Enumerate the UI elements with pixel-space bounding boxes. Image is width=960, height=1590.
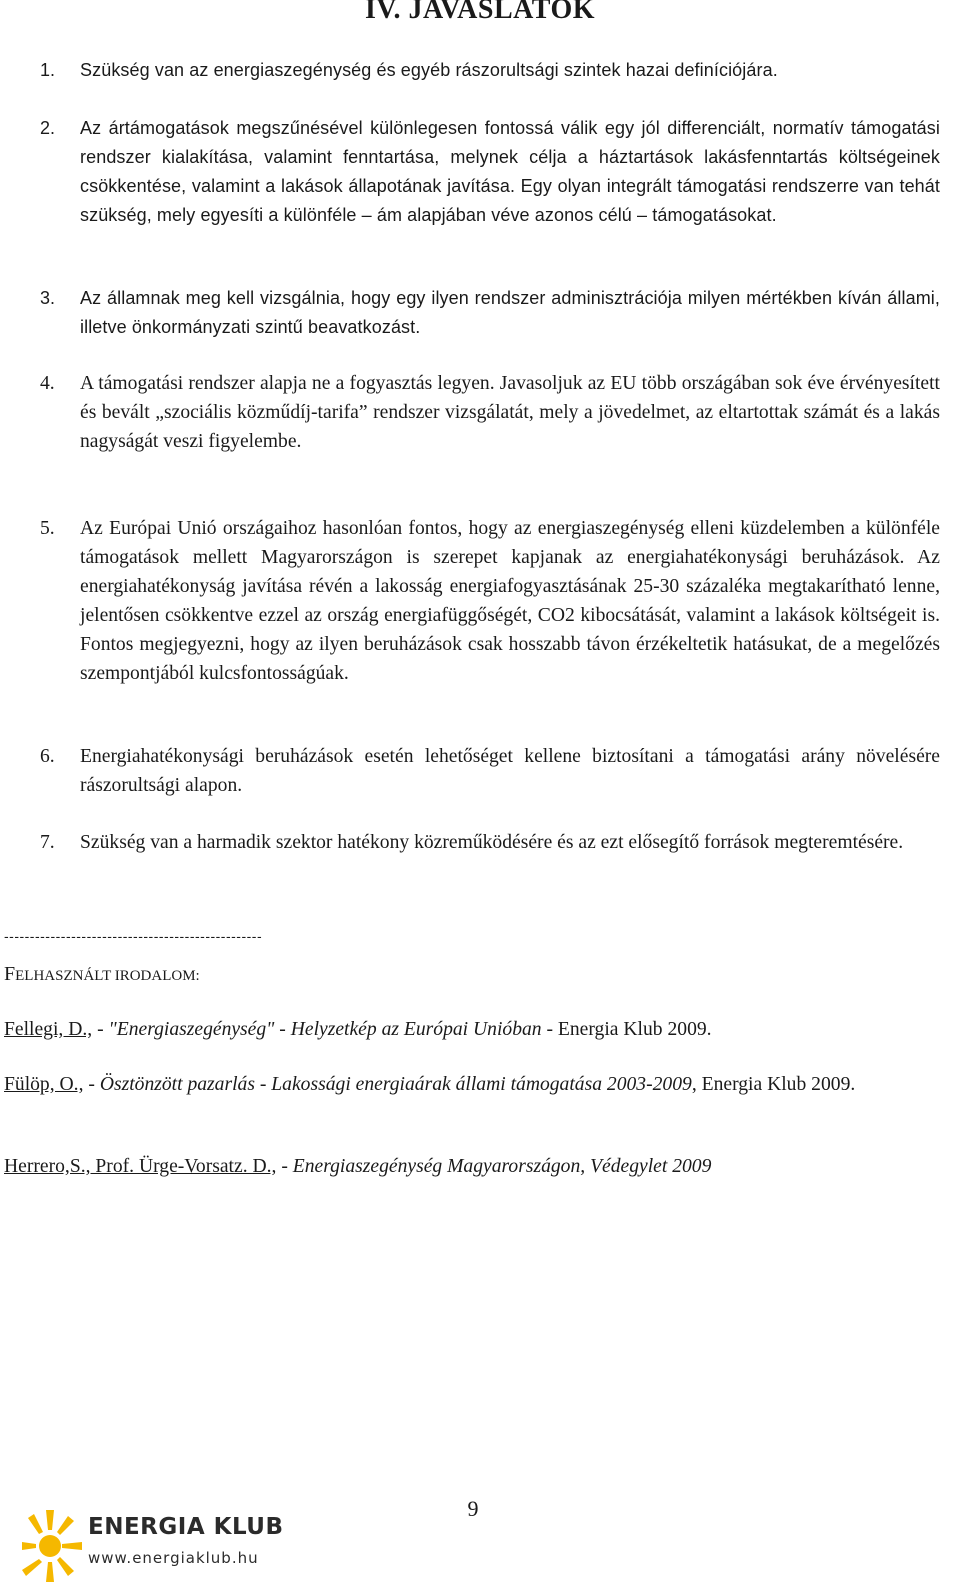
list-item [40, 742, 940, 800]
reference-title: "Energiaszegénység" - Helyzetkép az Európai Unióban [108, 1019, 542, 1040]
section-heading: IV. JAVASLATOK [364, 0, 596, 25]
list-item [40, 514, 940, 688]
sun-icon [22, 1506, 86, 1582]
item-number: 2. [40, 118, 56, 138]
reference-entry: Fülöp, O., - Ösztönzött pazarlás - Lakossági energiaárak állami támogatása 2003-2009, Energia Klub 2009. [4, 1074, 856, 1095]
references-heading-rest: ELHASZNÁLT IRODALOM: [15, 968, 200, 984]
list-item [40, 284, 940, 342]
reference-title: Ösztönzött pazarlás - Lakossági energiaárak állami támogatása 2003-2009 [99, 1074, 692, 1095]
item-number: 7. [40, 832, 55, 853]
item-text: Az ártámogatások megszűnésével különlegesen fontossá válik egy jól differenciált, normatív támogatási rendszer kialakítása, valamint fenntartása, melynek célja a háztartások lakásfenntartás költségeinek csökkentése, valamint a lakások állapotának javítása. Egy olyan integrált támogatási rendszerre van tehát szükség, mely egyesíti a különféle – ám alapjában véve azonos célú – támogatásokat. [80, 118, 940, 225]
logo-url[interactable]: www.energiaklub.hu [88, 1549, 259, 1567]
list-item [40, 828, 940, 857]
section-divider: -------------------------------------------------- [4, 928, 263, 944]
logo-name: ENERGIA KLUB [88, 1514, 284, 1540]
item-text: Energiahatékonysági beruházások esetén lehetőséget kellene biztosítani a támogatási arány növelésére rászorultsági alapon. [80, 746, 940, 796]
item-number: 5. [40, 518, 55, 539]
list-item [40, 56, 940, 85]
references-heading [4, 963, 200, 986]
reference-author: Fülöp, O., [4, 1074, 84, 1095]
reference-author: Fellegi, D., [4, 1019, 93, 1040]
list-item [40, 369, 940, 456]
item-number: 6. [40, 746, 55, 767]
references-heading-initial: F [4, 963, 16, 985]
item-text: Az államnak meg kell vizsgálnia, hogy egy ilyen rendszer adminisztrációja milyen mértékben kíván állami, illetve önkormányzati szintű beavatkozást. [80, 288, 940, 337]
energia-klub-logo [22, 1506, 282, 1582]
item-number: 1. [40, 60, 56, 80]
reference-entry: Fellegi, D., - "Energiaszegénység" - Helyzetkép az Európai Unióban - Energia Klub 2009. [4, 1019, 712, 1040]
reference-entry: Herrero,S., Prof. Ürge-Vorsatz. D., - Energiaszegénység Magyarországon, Védegylet 2009 [4, 1156, 712, 1177]
item-number: 4. [40, 373, 55, 394]
reference-title: Energiaszegénység Magyarországon, Védegylet 2009 [292, 1156, 712, 1177]
item-number: 3. [40, 288, 56, 308]
item-text: Az Európai Unió országaihoz hasonlóan fontos, hogy az energiaszegénység elleni küzdelemben a különféle támogatások mellett Magyarországon is szerepet kapjanak az energiahatékonysági beruházások. Az energiahatékonyság javítása révén a lakosság energiafogyasztásának 25-30 százaléka megtakarítható lenne, jelentősen csökkentve ezzel az ország energiafüggőségét, CO2 kibocsátását, valamint a lakások költségeit is. Fontos megjegyezni, hogy az ilyen beruházások csak hosszabb távon érzékeltetik hatásukat, de a megelőzés szempontjából kulcsfontosságúak. [80, 518, 940, 684]
page-number: 9 [467, 1496, 479, 1521]
list-item [40, 114, 940, 230]
item-text: Szükség van a harmadik szektor hatékony közreműködésére és az ezt elősegítő források megteremtésére. [80, 832, 904, 853]
reference-author: Herrero,S., Prof. Ürge-Vorsatz. D., [4, 1156, 277, 1177]
item-text: A támogatási rendszer alapja ne a fogyasztás legyen. Javasoljuk az EU több országában sok éve érvényesített és bevált „szociális közműdíj-tarifa” rendszer vizsgálatát, mely a jövedelmet, az eltartottak számát és a lakás nagyságát veszi figyelembe. [80, 373, 940, 452]
item-text: Szükség van az energiaszegénység és egyéb rászorultsági szintek hazai definíciójára. [80, 60, 778, 80]
